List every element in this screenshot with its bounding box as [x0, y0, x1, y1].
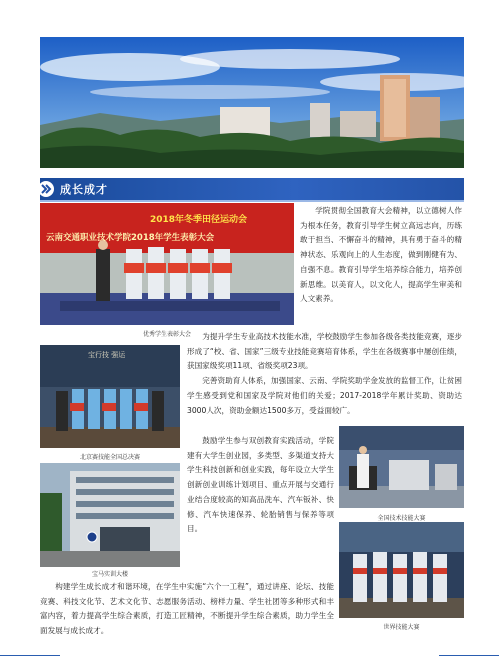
double-chevron-icon: [37, 180, 55, 198]
paragraph-5: [40, 580, 334, 639]
paragraph-2: [187, 330, 462, 418]
banner-photo2: 宝行技 强运: [88, 351, 126, 359]
paragraph-1-text: 学院贯彻全国教育大会精神，以立德树人作为根本任务，教育引导学生树立高远志向，历练敢于担当、不懈奋斗的精神，具有勇于奋斗的精神状态、乐观向上的人生态度，做到刚健有为、自强不息。教育引导学生培养综合能力，培养创新思维。以美育人，以文化人，提高学生审美和人文素养。: [300, 206, 462, 304]
caption-photo3: 宝马实训大楼: [91, 571, 128, 578]
banner-line-2: 云南交通职业技术学院2018年学生表彰大会: [46, 233, 215, 243]
paragraph-4-text: 鼓励学生参与双创教育实践活动，学院建有大学生创业园，多类型、多渠道支持大学生科技创新和创业实践，每年设立大学生创新创业训练计划项目、重点开展与交通行业结合度较高的知高品洗车、汽车钣补、快修、汽车快速保养、轮胎销售与保养等项目。: [187, 436, 334, 534]
national-final-photo: [40, 345, 180, 448]
skills-contest-photo: [339, 426, 464, 508]
banner-line-1: 2018年冬季田径运动会: [150, 215, 248, 225]
corner-decoration-left: [0, 655, 60, 656]
paragraph-5-text: 构建学生成长成才和谐环境，在学生中实施“六个一工程”，通过讲座、论坛、技能竞赛、科技文化节、艺术文化节、志愿服务活动、榜样力量、学生社团等多种形式和丰富内容，着力提高学生综合素质，打造工匠精神，不断提升学生综合素质，助力学生全面发展与成长成才。: [40, 582, 334, 636]
caption-photo4: 全国技术技能大赛: [377, 515, 426, 522]
caption-photo2: 北京赛技能全国总决赛: [79, 454, 140, 461]
world-skills-photo: [339, 522, 464, 618]
section-title: 成长成才: [60, 183, 108, 196]
paragraph-2-text: 为提升学生专业高技术技能水准，学校鼓励学生参加各级各类技能竞赛，逐步形成了“校、省、国家”三级专业技能竞赛培育体系，学生在各级赛事中屡创佳绩，获国家级奖项11项、省级奖项23项。: [187, 332, 462, 371]
caption-photo5: 世界技能大赛: [383, 624, 420, 631]
caption-photo1: 优秀学生表彰大会: [142, 331, 191, 338]
corner-decoration-right: [439, 655, 499, 656]
campus-photo: [40, 37, 464, 168]
paragraph-3-text: 完善资助育人体系，加强国家、云南、学院奖助学金发放的监督工作，让贫困学生感受到党和国家及学院对他们的关爱；2017-2018学年累计奖助、资助达3000人次，资助金额达1500多万，受益面较广。: [187, 376, 462, 415]
paragraph-1: [300, 204, 462, 307]
section-header-stripe: [40, 200, 464, 202]
paragraph-4: [187, 434, 334, 537]
bmw-building-photo: [40, 463, 180, 567]
